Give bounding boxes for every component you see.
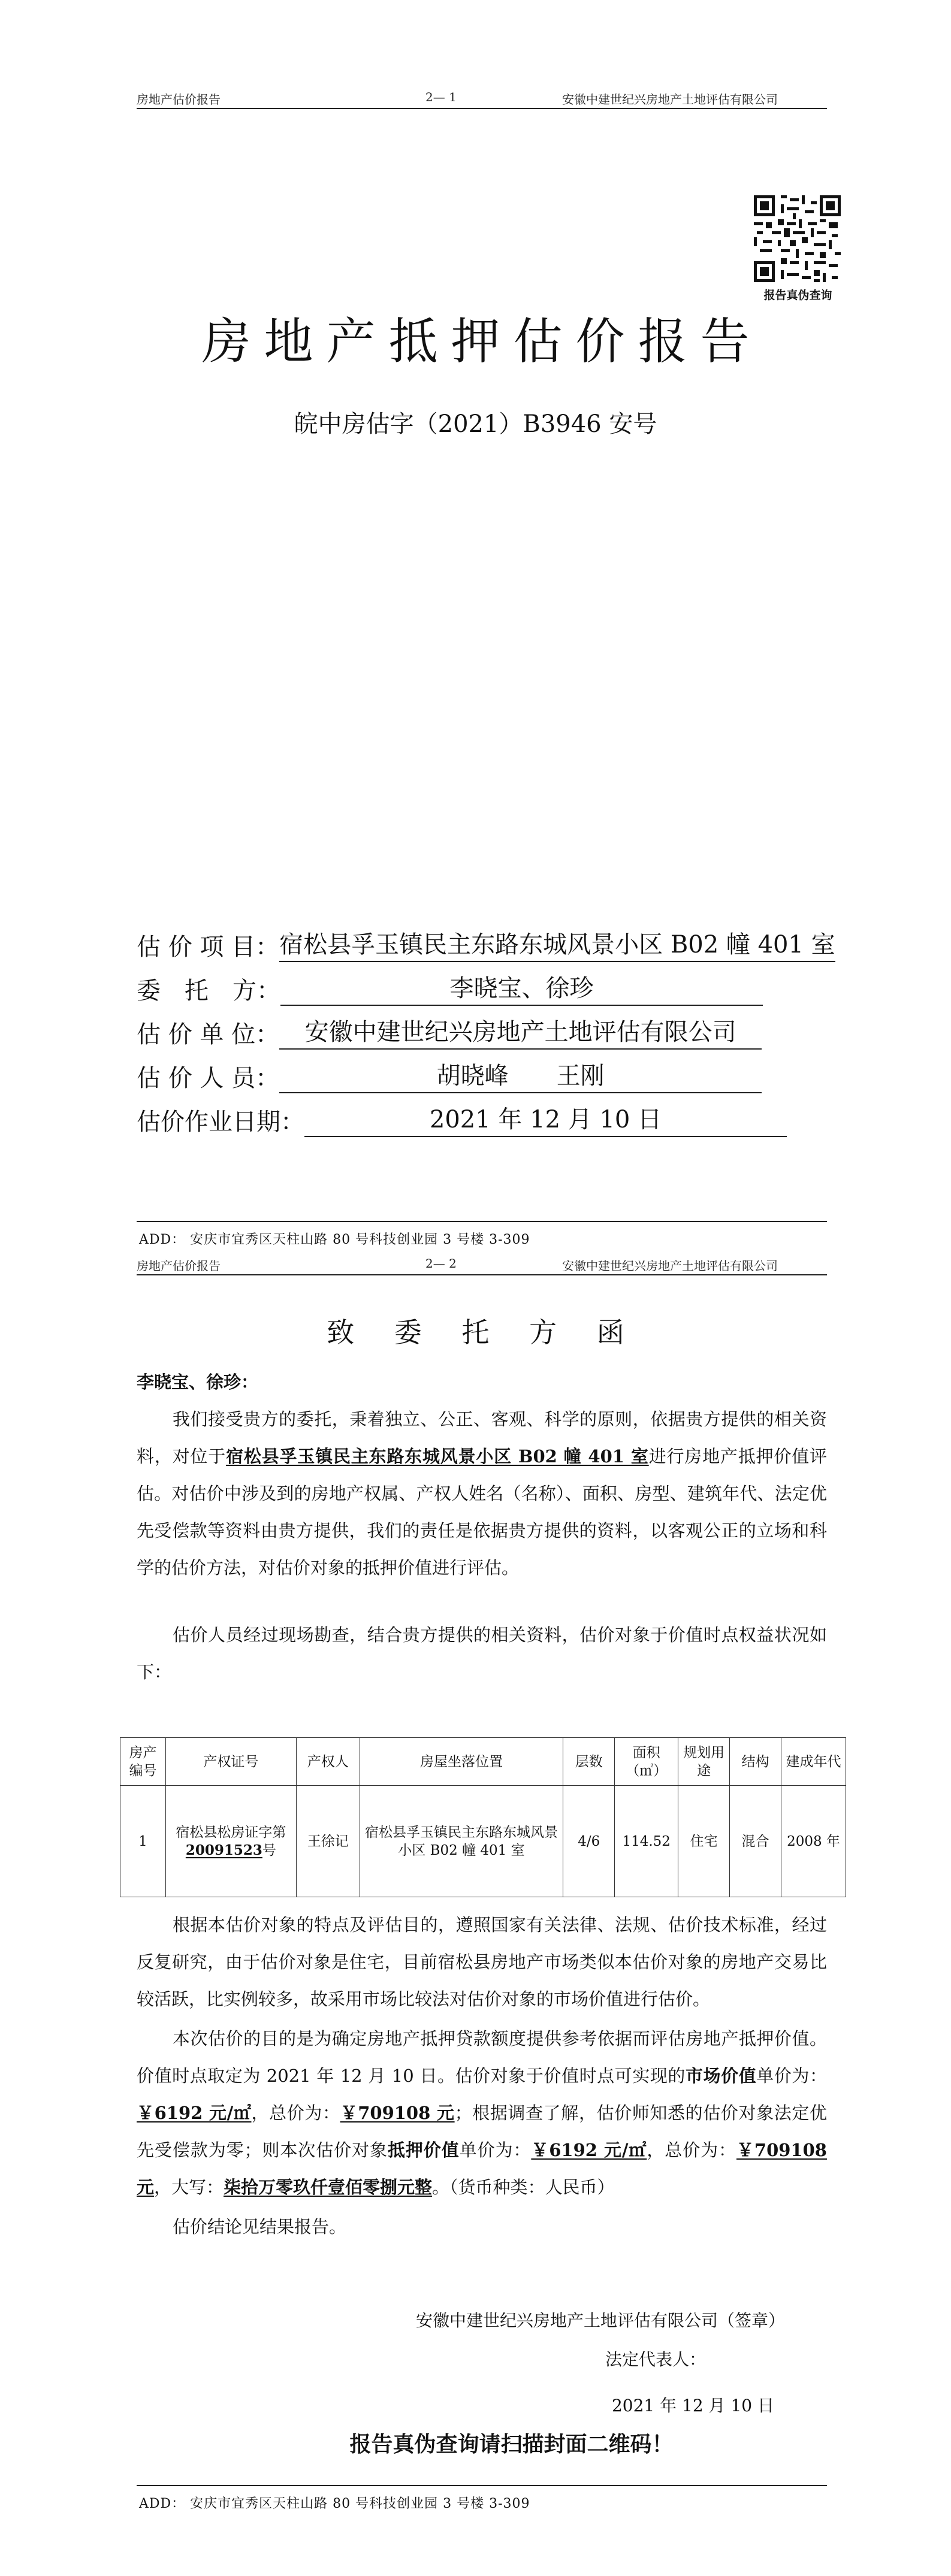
field-client-label: 委 托 方： [137,977,280,1005]
col-header-location: 房屋坐落位置 [360,1738,563,1786]
field-date [137,1105,787,1137]
table-row [120,1786,846,1897]
paragraph-4-i: 单价为： [459,2140,532,2160]
paragraph-4 [137,2020,827,2206]
signature-legal-rep: 法定代表人： [605,2350,707,2369]
col-header-no: 房产编号 [120,1738,166,1786]
col-header-use: 规划用途 [678,1738,730,1786]
paragraph-1-a: 我们接受贵方的委托，秉着独立、公正、客观、科学的原则，依据贵方提供的相关资料，对位于 [137,1409,827,1467]
col-header-year: 建成年代 [781,1738,846,1786]
page1-page-number: 2— 1 [425,90,457,104]
field-date-value: 2021 年 12 月 10 日 [304,1100,787,1137]
field-unit-label: 估 价 单 位： [137,1021,280,1048]
signature-date: 2021 年 12 月 10 日 [611,2396,774,2415]
salutation: 李晓宝、徐珍： [137,1372,259,1392]
cell-no: 1 [120,1786,166,1897]
verify-notice: 报告真伪查询请扫描封面二维码！ [349,2432,674,2457]
col-header-cert: 产权证号 [165,1738,296,1786]
report-number: 皖中房估字（2021）B3946 安号 [294,410,657,438]
field-unit-value: 安徽中建世纪兴房地产土地评估有限公司 [279,1013,762,1050]
paragraph-4-m: ，大写： [154,2177,224,2197]
paragraph-1-c: 进行房地产抵押价值评估。对估价中涉及到的房地产权属、产权人姓名（名称）、面积、房型、建筑年代、法定优先受偿款等资料由贵方提供，我们的责任是依据贵方提供的资料，以客观公正的立场和科学的估价方法，对估价对象的抵押价值进行评估。 [137,1446,827,1578]
mortgage-value-label: 抵押价值 [387,2140,460,2160]
paragraph-4-g: ；根据调查了解，估价师知悉的估价对象法定优先受偿款为零；则本次估价对象 [137,2103,827,2160]
qr-caption: 报告真伪查询 [763,289,832,302]
page2-page-number: 2— 2 [425,1256,457,1271]
market-unit-price: ￥6192 元/㎡ [137,2103,252,2123]
cell-cert-suffix: 号 [262,1842,276,1858]
qr-code-icon[interactable] [754,195,841,282]
market-total-price: ￥709108 元 [340,2103,455,2123]
page2-address: ADD： 安庆市宜秀区天柱山路 80 号科技创业园 3 号楼 3-309 [139,2496,530,2511]
page2-header-right: 安徽中建世纪兴房地产土地评估有限公司 [562,1259,778,1273]
paragraph-4-e: ，总价为： [251,2103,340,2123]
paragraph-4-o: 。（货币种类：人民币） [432,2177,615,2197]
table-header-row [120,1738,846,1786]
page1-address: ADD： 安庆市宜秀区天柱山路 80 号科技创业园 3 号楼 3-309 [139,1232,530,1247]
paragraph-5: 估价结论见结果报告。 [173,2217,347,2237]
page2-header-rule [137,1274,827,1275]
field-project-label: 估 价 项 目： [137,933,280,961]
field-valuer-label: 估 价 人 员： [137,1065,280,1092]
page1-header-left: 房地产估价报告 [137,92,221,107]
cell-cert-number: 20091523 [185,1842,262,1858]
cell-area: 114.52 [615,1786,678,1897]
paragraph-4-c: 单价为： [756,2066,827,2086]
field-unit [137,1017,762,1050]
mortgage-unit-price: ￥6192 元/㎡ [531,2140,647,2160]
mortgage-total-price: ￥709108 元 [137,2140,827,2197]
field-date-label: 估价作业日期： [137,1108,304,1136]
field-valuer [137,1061,762,1093]
paragraph-4-a: 本次估价的目的是为确定房地产抵押贷款额度提供参考依据而评估房地产抵押价值。价值时点取定为 2021 年 12 月 10 日。估价对象于价值时点可实现的 [137,2028,827,2086]
market-value-label: 市场价值 [685,2066,757,2086]
field-client-value: 李晓宝、徐珍 [280,969,763,1006]
amount-in-words: 柒拾万零玖仟壹佰零捌元整 [224,2177,433,2197]
cell-cert [165,1786,296,1897]
cell-owner: 王徐记 [296,1786,360,1897]
cell-floors: 4/6 [563,1786,615,1897]
col-header-owner: 产权人 [296,1738,360,1786]
paragraph-3: 根据本估价对象的特点及评估目的，遵照国家有关法律、法规、估价技术标准，经过反复研究，由于估价对象是住宅，目前宿松县房地产市场类似本估价对象的房地产交易比较活跃，比实例较多，故采用市场比较法对估价对象的市场价值进行估价。 [137,1915,827,2009]
field-client [137,973,763,1006]
cell-year: 2008 年 [781,1786,846,1897]
paragraph-4-k: ，总价为： [647,2140,736,2160]
signature-company: 安徽中建世纪兴房地产土地评估有限公司（签章） [415,2311,785,2330]
report-title: 房地产抵押估价报告 [201,313,763,370]
field-project-value: 宿松县孚玉镇民主东路东城风景小区 B02 幢 401 室 [279,926,835,962]
field-project [137,930,835,962]
page1-footer-rule [137,1221,827,1222]
col-header-area: 面积（㎡） [615,1738,678,1786]
letter-title: 致 委 托 方 函 [327,1316,640,1349]
field-valuer-value: 胡晓峰 王刚 [279,1057,762,1093]
page2-footer-rule [137,2485,827,2486]
col-header-floors: 层数 [563,1738,615,1786]
col-header-structure: 结构 [730,1738,781,1786]
cell-location: 宿松县孚玉镇民主东路东城风景小区 B02 幢 401 室 [360,1786,563,1897]
property-table [120,1737,846,1897]
property-address: 宿松县孚玉镇民主东路东城风景小区 B02 幢 401 室 [226,1446,649,1467]
page1-header-right: 安徽中建世纪兴房地产土地评估有限公司 [562,92,778,107]
page1-header-rule [137,108,827,109]
page2-header-left: 房地产估价报告 [137,1259,221,1273]
cell-cert-prefix: 宿松县松房证字第 [176,1824,286,1840]
cell-structure: 混合 [730,1786,781,1897]
paragraph-1 [137,1401,827,1586]
cell-use: 住宅 [678,1786,730,1897]
paragraph-2: 估价人员经过现场勘查，结合贵方提供的相关资料，估价对象于价值时点权益状况如下： [137,1625,827,1682]
